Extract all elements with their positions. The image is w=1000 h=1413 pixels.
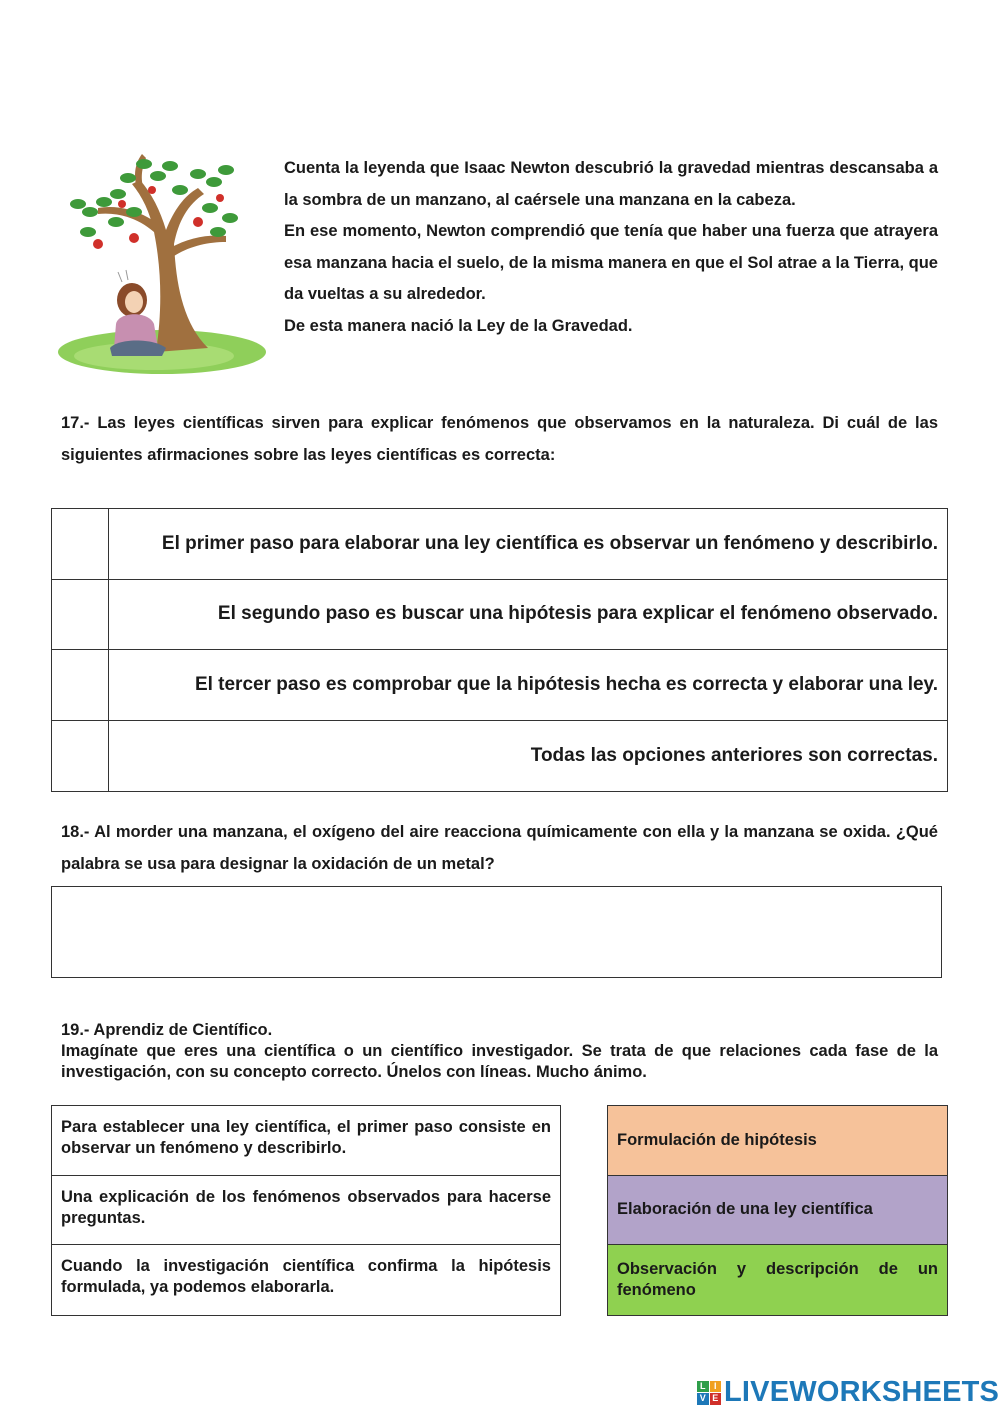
question-18: 18.- Al morder una manzana, el oxígeno del aire reacciona químicamente con ella y la manzana se oxida. ¿Qué palabra se usa para designar la oxidación de un metal? (61, 823, 938, 873)
matching-right-item-2[interactable] (608, 1176, 947, 1246)
option-4-label: Todas las opciones anteriores son correctas. (530, 744, 938, 766)
option-4-checkbox[interactable] (52, 721, 109, 792)
option-1-label: El primer paso para elaborar una ley científica es observar un fenómeno y describirlo. (161, 532, 938, 554)
newton-apple-tree-illustration (58, 152, 270, 374)
matching-right-column (607, 1105, 948, 1316)
option-3-label: El tercer paso es comprobar que la hipótesis hecha es correcta y elaborar una ley. (194, 673, 938, 695)
question-17: 17.- Las leyes científicas sirven para explicar fenómenos que observamos en la naturaleza. Di cuál de las siguientes afirmaciones sobre las leyes científicas es correcta: (61, 414, 938, 464)
matching-right-label-2: Elaboración de una ley científica (617, 1200, 873, 1219)
matching-left-item-3[interactable]: Cuando la investigación científica confirma la hipótesis formulada, ya podemos elaborarla. (61, 1257, 551, 1296)
matching-right-label-1: Formulación de hipótesis (617, 1130, 817, 1149)
liveworksheets-icon: L I V E (697, 1381, 721, 1405)
option-row (52, 650, 947, 721)
question-17-options (51, 508, 948, 792)
matching-right-item-1[interactable] (608, 1106, 947, 1176)
option-row (52, 509, 947, 580)
matching-left-column (51, 1105, 561, 1316)
matching-right-item-3[interactable] (608, 1245, 947, 1315)
intro-paragraph-3: De esta manera nació la Ley de la Gravedad. (284, 316, 633, 335)
option-2-checkbox[interactable] (52, 580, 109, 650)
question-19-instructions: Imagínate que eres una científica o un científico investigador. Se trata de que relaciones cada fase de la investigación, con su concepto correcto. Únelos con líneas. Mucho ánimo. (61, 1042, 938, 1081)
matching-left-item-1[interactable]: Para establecer una ley científica, el primer paso consiste en observar un fenómeno y describirlo. (52, 1106, 560, 1176)
liveworksheets-logo-text: LIVEWORKSHEETS (724, 1376, 1000, 1408)
option-row (52, 580, 947, 651)
option-row (52, 721, 947, 792)
option-2-label: El segundo paso es buscar una hipótesis para explicar el fenómeno observado. (217, 603, 938, 625)
question-18-answer-field[interactable] (51, 886, 942, 978)
liveworksheets-logo (697, 1376, 999, 1409)
intro-paragraph-1: Cuenta la leyenda que Isaac Newton descubrió la gravedad mientras descansaba a la sombra de un manzano, al caérsele una manzana en la cabeza. (284, 159, 938, 209)
option-3-checkbox[interactable] (52, 650, 109, 720)
matching-left-item-2[interactable]: Una explicación de los fenómenos observados para hacerse preguntas. (52, 1176, 560, 1246)
matching-right-label-3: Observación y descripción de un fenómeno (617, 1259, 938, 1299)
intro-text (284, 153, 938, 342)
question-19 (61, 1020, 938, 1083)
intro-paragraph-2: En ese momento, Newton comprendió que tenía que haber una fuerza que atrayera esa manzana hacia el suelo, de la misma manera en que el Sol atrae a la Tierra, que da vueltas a su alrededor. (284, 222, 938, 303)
option-1-checkbox[interactable] (52, 509, 109, 579)
question-19-title: 19.- Aprendiz de Científico. (61, 1021, 273, 1039)
